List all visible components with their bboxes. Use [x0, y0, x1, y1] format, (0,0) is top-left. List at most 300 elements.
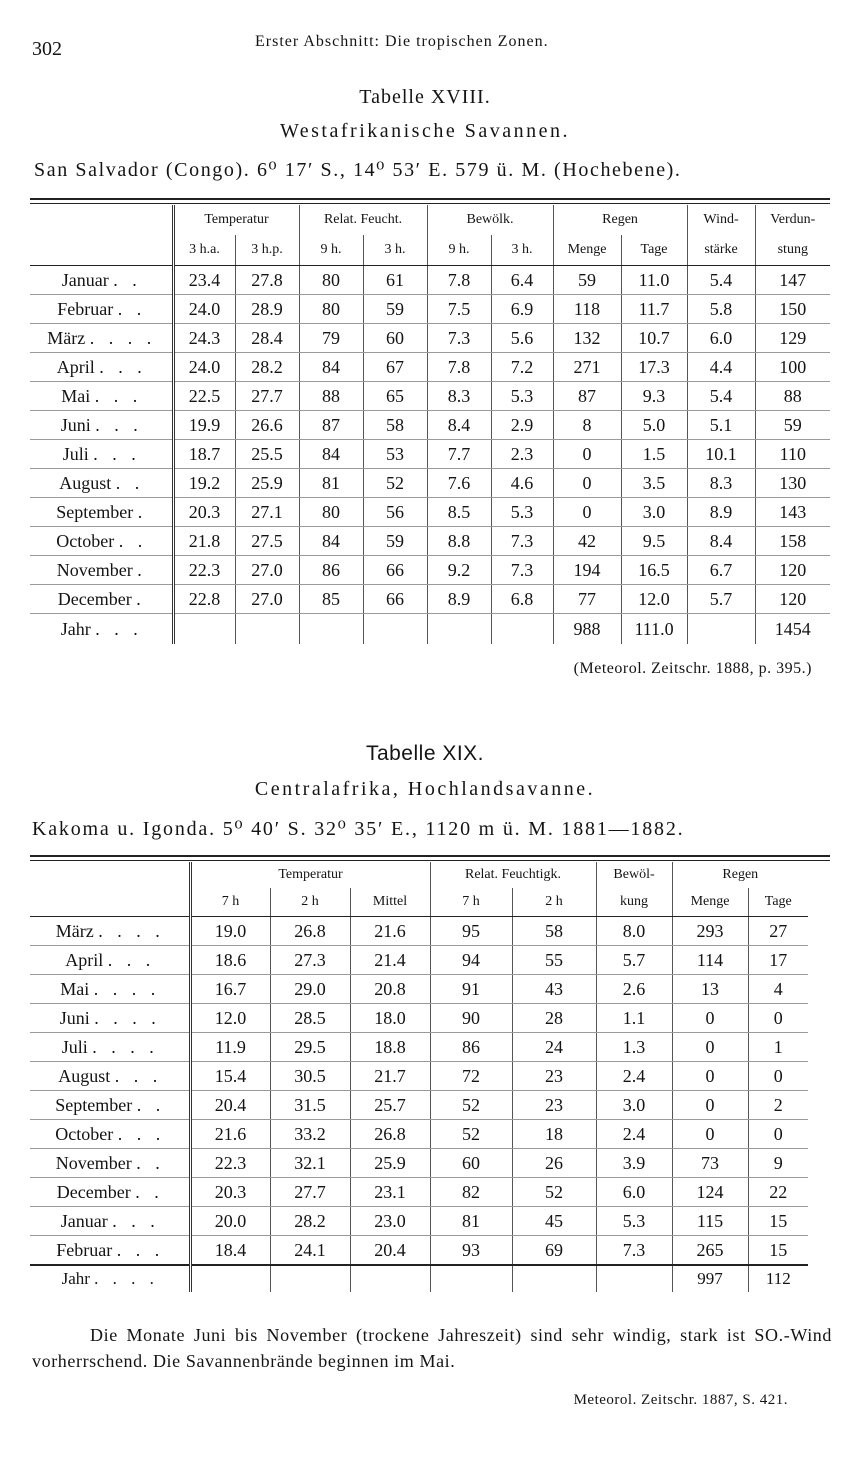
cell-cloud-3h: 2.9 — [491, 411, 553, 440]
subheader-f-3h: 3 h. — [363, 235, 427, 266]
cell-temp-7h: 12.0 — [190, 1004, 270, 1033]
month-label: Juli — [61, 1036, 88, 1057]
cell-temp-2h: 29.5 — [270, 1033, 350, 1062]
cell-evaporation: 120 — [755, 556, 830, 585]
cell-rain-days: 2 — [748, 1091, 808, 1120]
header-wind-1: Wind- — [687, 205, 755, 235]
cell-temp-2h: 24.1 — [270, 1236, 350, 1266]
cell-rain-amount: 13 — [672, 975, 748, 1004]
cell-cloud-9h: 8.9 — [427, 585, 491, 614]
month-label: August — [59, 472, 112, 493]
table-row — [30, 527, 830, 556]
cell-temp-am: 19.2 — [173, 469, 235, 498]
cell-rain-days: 9.3 — [621, 382, 687, 411]
cell-temp-pm: 28.9 — [235, 295, 299, 324]
table18-top-rule-thin — [30, 203, 830, 204]
cell-rain-amount: 0 — [672, 1062, 748, 1091]
table19 — [30, 862, 808, 1292]
month-label: Juni — [60, 414, 91, 435]
cell-temp-7h: 15.4 — [190, 1062, 270, 1091]
cell-rain-amount: 73 — [672, 1149, 748, 1178]
cell-temp-2h: 32.1 — [270, 1149, 350, 1178]
cell-rain-days: 4 — [748, 975, 808, 1004]
cell-humid-2h: 58 — [512, 917, 596, 946]
cell-rain-days: 1.5 — [621, 440, 687, 469]
total-label-2: Jahr — [61, 1269, 90, 1288]
cell-temp-mean: 18.0 — [350, 1004, 430, 1033]
cell-wind: 5.7 — [687, 585, 755, 614]
month-label: October — [55, 1123, 114, 1144]
cell-humid-2h: 52 — [512, 1178, 596, 1207]
month-label: Mai — [60, 978, 90, 999]
header-temperatur-2: Temperatur — [190, 862, 430, 888]
cell-temp-7h: 19.0 — [190, 917, 270, 946]
cell-cloud-9h: 7.8 — [427, 353, 491, 382]
month-label: Januar — [61, 269, 109, 290]
month-label: Februar — [56, 1239, 113, 1260]
cell-temp-7h: 20.0 — [190, 1207, 270, 1236]
header-verdun-2: stung — [755, 235, 830, 266]
cell-evaporation: 88 — [755, 382, 830, 411]
cell-humid-2h: 23 — [512, 1062, 596, 1091]
cell-rain-amount: 8 — [553, 411, 621, 440]
subheader-f-2h: 2 h — [512, 888, 596, 917]
table-row — [30, 440, 830, 469]
table19-header-row-2 — [30, 888, 808, 917]
cell-temp-mean: 20.8 — [350, 975, 430, 1004]
cell-temp-7h: 11.9 — [190, 1033, 270, 1062]
cell-rain-amount: 0 — [553, 440, 621, 469]
month-label: November — [56, 559, 133, 580]
cell-temp-am: 22.3 — [173, 556, 235, 585]
cell-temp-pm: 27.7 — [235, 382, 299, 411]
cell-cloud-9h: 9.2 — [427, 556, 491, 585]
table-row — [30, 353, 830, 382]
table19-body — [30, 917, 808, 1266]
cell-evaporation: 100 — [755, 353, 830, 382]
cell-humid-7h: 52 — [430, 1091, 512, 1120]
cell-humid-9h: 80 — [299, 266, 363, 295]
cell-humid-7h: 94 — [430, 946, 512, 975]
month-label: Juli — [62, 443, 89, 464]
cell-temp-am: 20.3 — [173, 498, 235, 527]
month-label: December — [56, 1181, 131, 1202]
header-relat-feucht: Relat. Feucht. — [299, 205, 427, 235]
table-row — [30, 1004, 808, 1033]
month-label: August — [58, 1065, 111, 1086]
cell-evaporation: 120 — [755, 585, 830, 614]
cell-cloud-9h: 7.6 — [427, 469, 491, 498]
cell-temp-pm: 25.5 — [235, 440, 299, 469]
cell-rain-amount: 124 — [672, 1178, 748, 1207]
cell-humid-2h: 43 — [512, 975, 596, 1004]
cell-cloud: 7.3 — [596, 1236, 672, 1266]
table-row — [30, 1033, 808, 1062]
cell-rain-days: 11.7 — [621, 295, 687, 324]
cell-humid-2h: 24 — [512, 1033, 596, 1062]
cell-temp-pm: 25.9 — [235, 469, 299, 498]
table18-header-row-1 — [30, 205, 830, 235]
cell-cloud-3h: 4.6 — [491, 469, 553, 498]
cell-rain-amount: 77 — [553, 585, 621, 614]
cell-evaporation: 130 — [755, 469, 830, 498]
running-head: Erster Abschnitt: Die tropischen Zonen. — [255, 33, 549, 50]
cell-cloud: 3.0 — [596, 1091, 672, 1120]
table18 — [30, 205, 830, 644]
cell-humid-2h: 26 — [512, 1149, 596, 1178]
table-row — [30, 324, 830, 353]
leader-dots: . . . — [95, 414, 143, 435]
cell-cloud-9h: 7.3 — [427, 324, 491, 353]
cell-rain-amount: 59 — [553, 266, 621, 295]
cell-cloud-9h: 7.8 — [427, 266, 491, 295]
table-row — [30, 411, 830, 440]
cell-temp-2h: 27.7 — [270, 1178, 350, 1207]
leader-dots: . . . — [99, 356, 147, 377]
cell-temp-7h: 22.3 — [190, 1149, 270, 1178]
cell-cloud-3h: 7.3 — [491, 527, 553, 556]
leader-dots: . . . . — [89, 327, 157, 348]
subheader-f-7h: 7 h — [430, 888, 512, 917]
cell-cloud-9h: 7.5 — [427, 295, 491, 324]
cell-humid-3h: 59 — [363, 295, 427, 324]
cell-temp-pm: 27.1 — [235, 498, 299, 527]
cell-temp-7h: 18.4 — [190, 1236, 270, 1266]
cell-rain-days: 12.0 — [621, 585, 687, 614]
table-row — [30, 382, 830, 411]
month-label: Januar — [60, 1210, 108, 1231]
leader-dots: . . — [115, 472, 145, 493]
cell-evaporation: 59 — [755, 411, 830, 440]
table-row — [30, 1207, 808, 1236]
cell-evaporation: 110 — [755, 440, 830, 469]
month-label: Juni — [59, 1007, 90, 1028]
cell-temp-pm: 28.4 — [235, 324, 299, 353]
leader-dots: . . . . — [93, 978, 161, 999]
cell-temp-2h: 26.8 — [270, 917, 350, 946]
cell-wind: 8.4 — [687, 527, 755, 556]
header-wind-2: stärke — [687, 235, 755, 266]
table-row — [30, 1149, 808, 1178]
total-verd: 1454 — [755, 614, 830, 645]
cell-temp-pm: 28.2 — [235, 353, 299, 382]
cell-evaporation: 129 — [755, 324, 830, 353]
table19-title: Tabelle XIX. — [365, 742, 485, 765]
cell-wind: 5.8 — [687, 295, 755, 324]
table-row — [30, 266, 830, 295]
cell-wind: 8.3 — [687, 469, 755, 498]
cell-temp-mean: 21.7 — [350, 1062, 430, 1091]
table19-header-row-1 — [30, 862, 808, 888]
leader-dots: . — [137, 559, 147, 580]
cell-cloud-3h: 6.4 — [491, 266, 553, 295]
cell-temp-am: 19.9 — [173, 411, 235, 440]
table-row — [30, 1236, 808, 1266]
cell-temp-7h: 18.6 — [190, 946, 270, 975]
cell-cloud-3h: 5.3 — [491, 498, 553, 527]
cell-evaporation: 143 — [755, 498, 830, 527]
cell-rain-amount: 293 — [672, 917, 748, 946]
table-row — [30, 585, 830, 614]
subheader-tage: Tage — [621, 235, 687, 266]
cell-humid-9h: 88 — [299, 382, 363, 411]
cell-temp-am: 24.0 — [173, 353, 235, 382]
cell-cloud-3h: 2.3 — [491, 440, 553, 469]
subheader-7h: 7 h — [190, 888, 270, 917]
header-verdun-1: Verdun- — [755, 205, 830, 235]
cell-humid-3h: 66 — [363, 556, 427, 585]
cell-temp-7h: 20.3 — [190, 1178, 270, 1207]
cell-cloud-9h: 8.4 — [427, 411, 491, 440]
cell-cloud: 2.6 — [596, 975, 672, 1004]
cell-temp-mean: 21.6 — [350, 917, 430, 946]
table-row — [30, 1120, 808, 1149]
cell-evaporation: 158 — [755, 527, 830, 556]
cell-rain-days: 15 — [748, 1207, 808, 1236]
cell-cloud-3h: 5.3 — [491, 382, 553, 411]
cell-temp-7h: 20.4 — [190, 1091, 270, 1120]
subheader-3hp: 3 h.p. — [235, 235, 299, 266]
header-bewoel-2: kung — [596, 888, 672, 917]
subheader-b-3h: 3 h. — [491, 235, 553, 266]
total-label: Jahr — [60, 618, 91, 639]
cell-rain-amount: 0 — [553, 469, 621, 498]
cell-rain-amount: 265 — [672, 1236, 748, 1266]
header-regen-2: Regen — [672, 862, 808, 888]
month-label: April — [56, 356, 95, 377]
cell-cloud-9h: 7.7 — [427, 440, 491, 469]
cell-rain-amount: 114 — [672, 946, 748, 975]
cell-temp-mean: 23.1 — [350, 1178, 430, 1207]
cell-rain-days: 16.5 — [621, 556, 687, 585]
cell-rain-amount: 42 — [553, 527, 621, 556]
table-row — [30, 1062, 808, 1091]
cell-rain-days: 0 — [748, 1120, 808, 1149]
month-label: März — [55, 920, 94, 941]
leader-dots: . . . — [94, 385, 143, 406]
cell-wind: 10.1 — [687, 440, 755, 469]
cell-temp-2h: 30.5 — [270, 1062, 350, 1091]
cell-cloud: 2.4 — [596, 1062, 672, 1091]
cell-temp-am: 22.8 — [173, 585, 235, 614]
header-regen: Regen — [553, 205, 687, 235]
cell-cloud-3h: 5.6 — [491, 324, 553, 353]
cell-wind: 5.4 — [687, 382, 755, 411]
month-label: October — [56, 530, 115, 551]
cell-rain-days: 17.3 — [621, 353, 687, 382]
cell-temp-am: 21.8 — [173, 527, 235, 556]
cell-humid-3h: 66 — [363, 585, 427, 614]
cell-rain-days: 3.0 — [621, 498, 687, 527]
table18-location: San Salvador (Congo). 6⁰ 17′ S., 14⁰ 53′ E. 579 ü. M. (Hochebene). — [34, 159, 682, 181]
table19-top-rule-thin — [30, 860, 830, 861]
cell-cloud-3h: 6.9 — [491, 295, 553, 324]
leader-dots: . . — [136, 1094, 166, 1115]
total-dots: . . . — [95, 618, 143, 639]
cell-humid-3h: 59 — [363, 527, 427, 556]
leader-dots: . . — [135, 1181, 164, 1202]
subheader-3ha: 3 h.a. — [173, 235, 235, 266]
cell-cloud: 8.0 — [596, 917, 672, 946]
leader-dots: . . — [117, 298, 147, 319]
cell-temp-2h: 28.2 — [270, 1207, 350, 1236]
table18-title: Tabelle XVIII. — [359, 86, 491, 108]
header-bewoel-1: Bewöl- — [596, 862, 672, 888]
cell-temp-mean: 25.7 — [350, 1091, 430, 1120]
cell-humid-3h: 60 — [363, 324, 427, 353]
table-row — [30, 469, 830, 498]
leader-dots: . . . — [93, 443, 141, 464]
table19-note: Die Monate Juni bis November (trockene Jahreszeit) sind sehr windig, stark ist SO.-Wind vorherrschend. Die Savannenbrände beginnen im Mai. — [32, 1325, 832, 1371]
page-number: 302 — [32, 38, 62, 60]
cell-temp-pm: 27.5 — [235, 527, 299, 556]
table18-subtitle: Westafrikanische Savannen. — [280, 120, 570, 142]
subheader-mittel: Mittel — [350, 888, 430, 917]
cell-rain-days: 27 — [748, 917, 808, 946]
cell-humid-9h: 85 — [299, 585, 363, 614]
cell-rain-days: 22 — [748, 1178, 808, 1207]
table-row — [30, 975, 808, 1004]
leader-dots: . . — [118, 530, 148, 551]
cell-cloud: 2.4 — [596, 1120, 672, 1149]
table18-top-rule — [30, 198, 830, 200]
subheader-tage-2: Tage — [748, 888, 808, 917]
cell-rain-days: 5.0 — [621, 411, 687, 440]
cell-humid-7h: 60 — [430, 1149, 512, 1178]
month-label: September — [55, 1094, 133, 1115]
cell-temp-am: 24.0 — [173, 295, 235, 324]
cell-rain-days: 0 — [748, 1062, 808, 1091]
table-row — [30, 556, 830, 585]
cell-humid-7h: 81 — [430, 1207, 512, 1236]
cell-temp-2h: 27.3 — [270, 946, 350, 975]
cell-rain-days: 10.7 — [621, 324, 687, 353]
leader-dots: . . . . — [92, 1036, 159, 1057]
cell-humid-2h: 55 — [512, 946, 596, 975]
cell-humid-3h: 65 — [363, 382, 427, 411]
cell-humid-9h: 80 — [299, 498, 363, 527]
leader-dots: . . . . — [94, 1007, 161, 1028]
cell-temp-2h: 33.2 — [270, 1120, 350, 1149]
month-label: December — [57, 588, 132, 609]
cell-humid-9h: 84 — [299, 353, 363, 382]
cell-wind: 4.4 — [687, 353, 755, 382]
cell-rain-days: 15 — [748, 1236, 808, 1266]
cell-wind: 6.7 — [687, 556, 755, 585]
cell-humid-2h: 69 — [512, 1236, 596, 1266]
cell-wind: 6.0 — [687, 324, 755, 353]
cell-temp-2h: 28.5 — [270, 1004, 350, 1033]
cell-evaporation: 150 — [755, 295, 830, 324]
table-row — [30, 1178, 808, 1207]
month-label: November — [55, 1152, 132, 1173]
leader-dots: . . . — [107, 949, 156, 970]
cell-cloud: 1.1 — [596, 1004, 672, 1033]
total-menge-2: 997 — [672, 1265, 748, 1292]
cell-temp-mean: 18.8 — [350, 1033, 430, 1062]
cell-temp-7h: 16.7 — [190, 975, 270, 1004]
month-label: Februar — [57, 298, 114, 319]
subheader-2h: 2 h — [270, 888, 350, 917]
cell-cloud: 6.0 — [596, 1178, 672, 1207]
cell-temp-pm: 26.6 — [235, 411, 299, 440]
cell-humid-2h: 45 — [512, 1207, 596, 1236]
cell-humid-2h: 18 — [512, 1120, 596, 1149]
cell-humid-3h: 58 — [363, 411, 427, 440]
cell-humid-7h: 91 — [430, 975, 512, 1004]
cell-humid-3h: 67 — [363, 353, 427, 382]
cell-rain-amount: 271 — [553, 353, 621, 382]
cell-temp-mean: 25.9 — [350, 1149, 430, 1178]
subheader-b-9h: 9 h. — [427, 235, 491, 266]
cell-rain-amount: 0 — [672, 1120, 748, 1149]
cell-temp-mean: 20.4 — [350, 1236, 430, 1266]
cell-rain-amount: 0 — [672, 1033, 748, 1062]
cell-humid-9h: 84 — [299, 440, 363, 469]
cell-humid-9h: 80 — [299, 295, 363, 324]
cell-humid-3h: 56 — [363, 498, 427, 527]
leader-dots: . — [137, 501, 148, 522]
cell-temp-am: 24.3 — [173, 324, 235, 353]
month-label: Mai — [61, 385, 91, 406]
leader-dots: . . . — [116, 1239, 165, 1260]
subheader-menge: Menge — [553, 235, 621, 266]
leader-dots: . . . — [112, 1210, 160, 1231]
cell-temp-am: 18.7 — [173, 440, 235, 469]
header-bewoelk: Bewölk. — [427, 205, 553, 235]
leader-dots: . . . . — [98, 920, 165, 941]
cell-evaporation: 147 — [755, 266, 830, 295]
cell-humid-2h: 23 — [512, 1091, 596, 1120]
cell-rain-amount: 118 — [553, 295, 621, 324]
cell-temp-pm: 27.8 — [235, 266, 299, 295]
cell-humid-9h: 79 — [299, 324, 363, 353]
table-row — [30, 1091, 808, 1120]
cell-rain-days: 9 — [748, 1149, 808, 1178]
cell-rain-days: 0 — [748, 1004, 808, 1033]
table18-source: (Meteorol. Zeitschr. 1888, p. 395.) — [573, 660, 812, 677]
cell-humid-7h: 72 — [430, 1062, 512, 1091]
cell-humid-7h: 90 — [430, 1004, 512, 1033]
table18-total-row — [30, 614, 830, 645]
table18-header-row-2 — [30, 235, 830, 266]
table18-body — [30, 266, 830, 614]
cell-humid-9h: 81 — [299, 469, 363, 498]
cell-cloud-3h: 7.3 — [491, 556, 553, 585]
cell-humid-7h: 86 — [430, 1033, 512, 1062]
cell-wind: 5.1 — [687, 411, 755, 440]
table19-source: Meteorol. Zeitschr. 1887, S. 421. — [573, 1392, 788, 1408]
cell-cloud-3h: 6.8 — [491, 585, 553, 614]
table19-top-rule — [30, 855, 830, 857]
leader-dots: . — [136, 588, 146, 609]
month-label: März — [47, 327, 86, 348]
cell-temp-am: 23.4 — [173, 266, 235, 295]
cell-temp-2h: 29.0 — [270, 975, 350, 1004]
cell-rain-amount: 87 — [553, 382, 621, 411]
cell-rain-days: 17 — [748, 946, 808, 975]
cell-rain-amount: 115 — [672, 1207, 748, 1236]
cell-rain-days: 1 — [748, 1033, 808, 1062]
cell-temp-2h: 31.5 — [270, 1091, 350, 1120]
cell-humid-2h: 28 — [512, 1004, 596, 1033]
table-row — [30, 498, 830, 527]
cell-wind: 5.4 — [687, 266, 755, 295]
cell-cloud-9h: 8.5 — [427, 498, 491, 527]
table19-total-row — [30, 1265, 808, 1292]
cell-humid-3h: 53 — [363, 440, 427, 469]
table19-subtitle: Centralafrika, Hochlandsavanne. — [254, 778, 596, 800]
